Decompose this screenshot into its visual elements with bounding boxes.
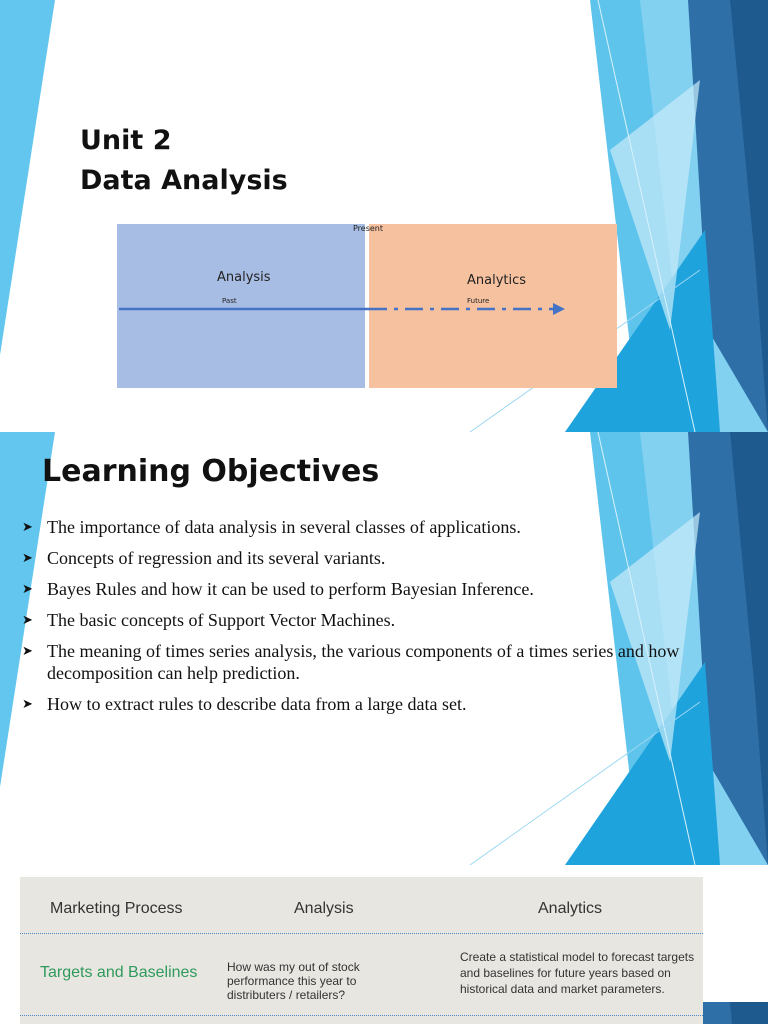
future-label: Future — [467, 297, 490, 305]
slide-learning-objectives — [0, 432, 768, 865]
objective-item — [22, 547, 722, 569]
objective-item — [22, 609, 722, 631]
column-header-analysis: Analysis — [294, 900, 354, 917]
marketing-comparison-table — [20, 877, 703, 1024]
objective-item — [22, 640, 722, 684]
present-label: Present — [353, 224, 384, 233]
analytics-label: Analytics — [467, 273, 527, 288]
row-analytics-cell: Create a statistical model to forecast targets and baselines for future years based on historical data and market parameters. — [460, 950, 695, 996]
objective-item — [22, 693, 722, 715]
row-analysis-cell: How was my out of stock performance this year to distributers / retailers? — [227, 960, 360, 1002]
objective-text: Concepts of regression and its several variants. — [47, 548, 386, 568]
objective-text: The basic concepts of Support Vector Machines. — [47, 610, 396, 630]
learning-objectives-title: Learning Objectives — [42, 454, 380, 489]
analysis-label: Analysis — [217, 270, 271, 285]
objective-text: The importance of data analysis in several classes of applications. — [47, 517, 521, 537]
objective-item — [22, 578, 722, 600]
row-divider — [20, 1015, 703, 1016]
timeline-arrow — [117, 300, 617, 320]
column-header-analytics: Analytics — [538, 900, 603, 917]
objective-text: Bayes Rules and how it can be used to perform Bayesian Inference. — [47, 579, 534, 599]
past-label: Past — [222, 297, 237, 305]
arrowhead-bullet-icon: ➤ — [22, 643, 33, 658]
analysis-analytics-diagram — [117, 224, 617, 388]
arrowhead-bullet-icon: ➤ — [22, 550, 33, 565]
objective-item — [22, 516, 722, 538]
unit-title: Unit 2 — [80, 125, 172, 156]
arrowhead-bullet-icon: ➤ — [22, 612, 33, 627]
arrowhead-bullet-icon: ➤ — [22, 581, 33, 596]
slide-marketing-table — [0, 865, 768, 1024]
arrowhead-bullet-icon: ➤ — [22, 519, 33, 534]
objective-text: The meaning of times series analysis, the various components of a times series and how decomposition can help prediction. — [47, 641, 680, 683]
objective-text: How to extract rules to describe data from a large data set. — [47, 694, 467, 714]
arrowhead-bullet-icon: ➤ — [22, 696, 33, 711]
row-label-targets: Targets and Baselines — [40, 964, 198, 981]
slide-unit-title — [0, 0, 768, 432]
header-divider — [20, 933, 703, 934]
unit-subtitle: Data Analysis — [80, 165, 288, 196]
objectives-list — [22, 516, 722, 724]
column-header-marketing-process: Marketing Process — [50, 900, 183, 917]
